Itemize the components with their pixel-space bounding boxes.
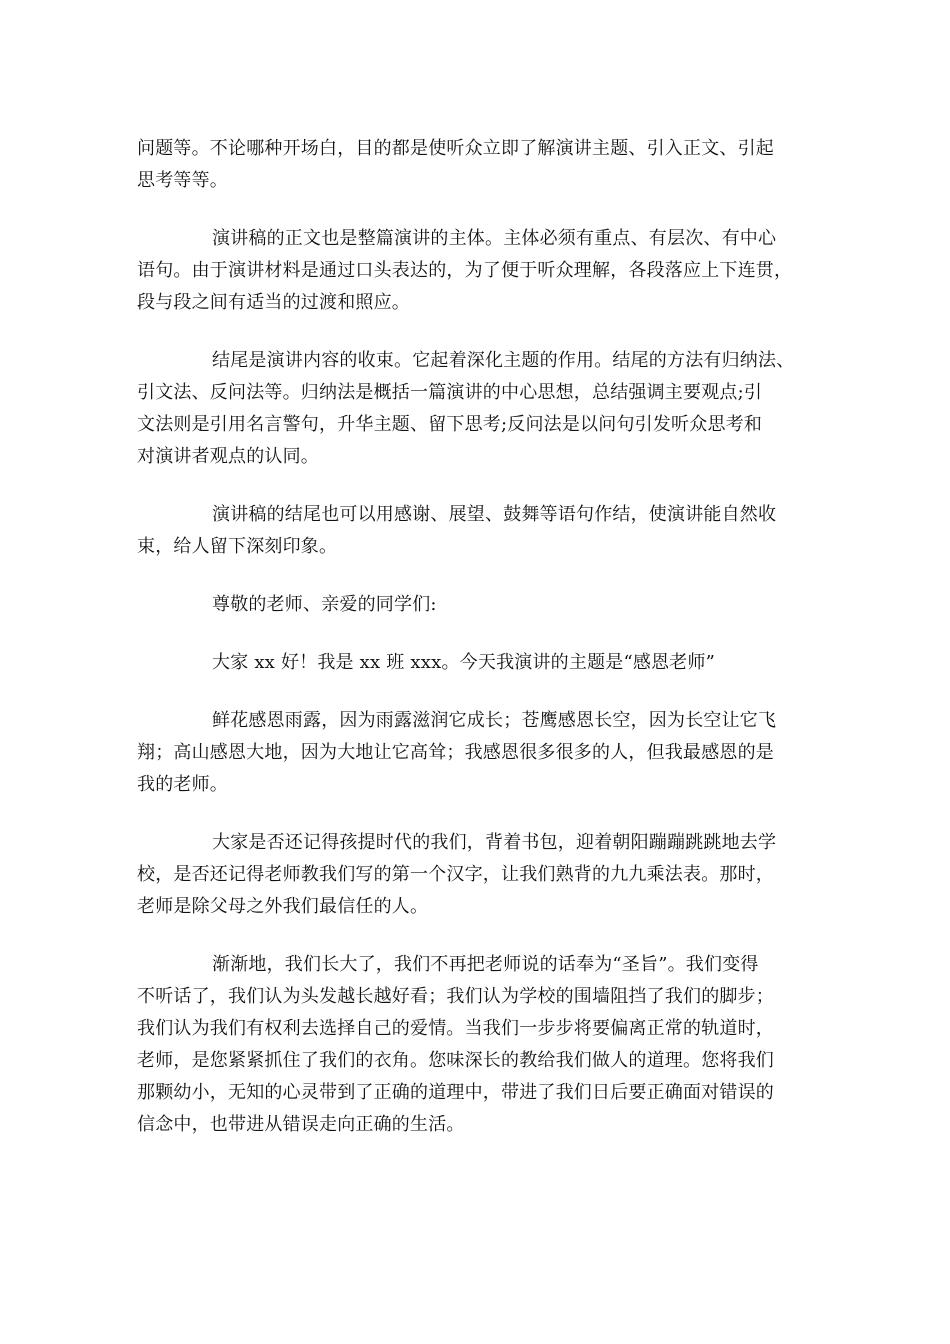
- paragraph: [137, 345, 817, 473]
- text-line: 语句。由于演讲材料是通过口头表达的，为了便于听众理解，各段落应上下连贯，: [137, 260, 793, 281]
- text-line: 大家是否还记得孩提时代的我们，背着书包，迎着朝阳蹦蹦跳跳地去学: [212, 832, 777, 853]
- text-line: 那颗幼小，无知的心灵带到了正确的道理中，带进了我们日后要正确面对错误的: [137, 1082, 774, 1103]
- text-line: 鲜花感恩雨露，因为雨露滋润它成长；苍鹰感恩长空，因为长空让它飞: [212, 710, 777, 731]
- text-line: 我的老师。: [137, 774, 228, 795]
- paragraph: [137, 223, 817, 319]
- paragraph: [137, 589, 817, 621]
- text-line: 文法则是引用名言警句，升华主题、留下思考;反问法是以问句引发听众思考和: [137, 414, 763, 435]
- paragraph: [137, 705, 817, 801]
- text-line: 我们认为我们有权利去选择自己的爱情。当我们一步步将要偏离正常的轨道时，: [137, 1018, 774, 1039]
- text-line: 翔；高山感恩大地，因为大地让它高耸；我感恩很多很多的人，但我最感恩的是: [137, 742, 774, 763]
- text-line: 问题等。不论哪种开场白，目的都是使听众立即了解演讲主题、引入正文、引起: [137, 138, 774, 159]
- text-line: 信念中，也带进从错误走向正确的生活。: [137, 1114, 465, 1135]
- paragraph: [137, 133, 817, 197]
- text-line: 段与段之间有适当的过渡和照应。: [137, 292, 410, 313]
- text-line: 思考等等。: [137, 170, 228, 191]
- text-line: 演讲稿的正文也是整篇演讲的主体。主体必须有重点、有层次、有中心: [212, 228, 777, 249]
- text-line: 校，是否还记得老师教我们写的第一个汉字，让我们熟背的九九乘法表。那时，: [137, 864, 774, 885]
- paragraph: [137, 949, 817, 1141]
- paragraph: [137, 827, 817, 923]
- text-line: 大家 xx 好！我是 xx 班 xxx。今天我演讲的主题是“感恩老师”: [212, 652, 716, 673]
- paragraph: [137, 499, 817, 563]
- text-line: 对演讲者观点的认同。: [137, 446, 319, 467]
- paragraph: [137, 647, 817, 679]
- text-line: 不听话了，我们认为头发越长越好看；我们认为学校的围墙阻挡了我们的脚步；: [137, 986, 774, 1007]
- text-line: 尊敬的老师、亲爱的同学们:: [212, 594, 437, 615]
- document-body: [137, 133, 817, 1167]
- text-line: 引文法、反问法等。归纳法是概括一篇演讲的中心思想，总结强调主要观点;引: [137, 382, 763, 403]
- text-line: 演讲稿的结尾也可以用感谢、展望、鼓舞等语句作结，使演讲能自然收: [212, 504, 777, 525]
- text-line: 老师是除父母之外我们最信任的人。: [137, 896, 429, 917]
- text-line: 束，给人留下深刻印象。: [137, 536, 338, 557]
- text-line: 老师，是您紧紧抓住了我们的衣角。您味深长的教给我们做人的道理。您将我们: [137, 1050, 774, 1071]
- text-line: 渐渐地，我们长大了，我们不再把老师说的话奉为“圣旨”。我们变得: [212, 954, 759, 975]
- text-line: 结尾是演讲内容的收束。它起着深化主题的作用。结尾的方法有归纳法、: [212, 350, 795, 371]
